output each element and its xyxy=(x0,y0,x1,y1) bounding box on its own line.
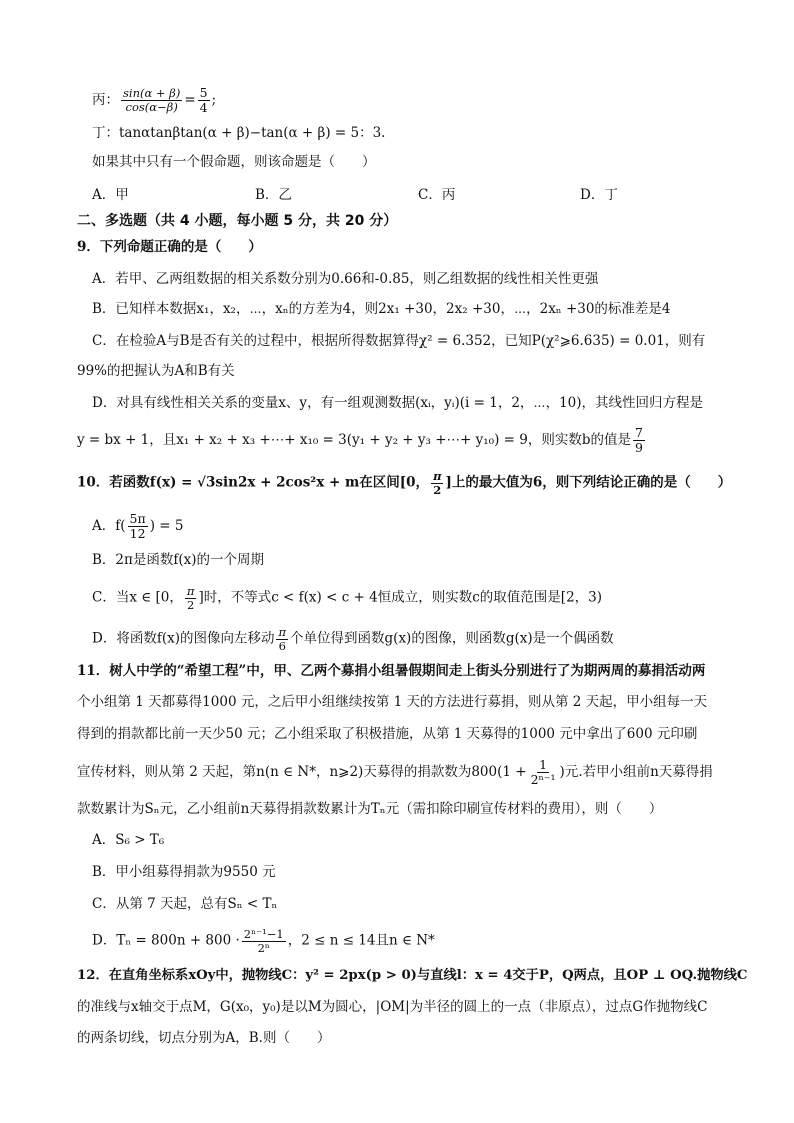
fraction: $\frac{\text{2ⁿ⁻¹−1}}{\text{2ⁿ}}$ xyxy=(243,927,284,955)
fraction: $\frac{1}{\text{2ⁿ⁻¹}}$ xyxy=(530,757,556,787)
q9-option-a[interactable]: A．若甲、乙两组数据的相关系数分别为0.66和-0.85，则乙组数据的线性相关性更强 xyxy=(92,271,599,287)
section-heading: 二、多选题（共 4 小题，每小题 5 分，共 20 分） xyxy=(77,213,398,229)
q9-option-c-cont: 99%的把握认为A和B有关 xyxy=(77,363,235,379)
q11-option-a[interactable]: A．S₆ > T₆ xyxy=(92,832,165,848)
q11-stem-line-5: 款数累计为Sₙ元，乙小组前n天募得捐款数累计为Tₙ元（需扣除印刷宣传材料的费用），则（ ） xyxy=(77,801,663,817)
q9-stem: 9．下列命题正确的是（ ） xyxy=(77,239,262,255)
q12-stem-line-1: 12．在直角坐标系xOy中，抛物线C：y² = 2px(p > 0)与直线l：x = 4交于P，Q两点，且OP ⊥ OQ.抛物线C xyxy=(77,968,748,983)
q11-option-b[interactable]: B．甲小组募得捐款为9550 元 xyxy=(92,864,276,880)
q9-option-d[interactable]: D．对具有线性相关关系的变量x、y，有一组观测数据(xᵢ，yᵢ)(i = 1，2，⋯，10)，其线性回归方程是 xyxy=(92,395,704,411)
fraction: $\frac{\pi}{2}$ xyxy=(433,469,442,497)
q11-stem-line-4: 宣传材料，则从第 2 天起，第n(n ∈ N*，n⩾2)天募得的捐款数为800(1 + $\frac{1}{\text{2ⁿ⁻¹}}$ )元.若甲小组前n天募得捐 xyxy=(77,757,713,787)
q11-stem-line-1: 11．树人中学的“希望工程”中，甲、乙两个募捐小组暑假期间走上街头分别进行了为期两周的募捐活动两 xyxy=(77,663,706,679)
fraction: $\frac{7}{9}$ xyxy=(634,425,643,455)
q8-proposition-ding: 丁：tanαtanβtan(α + β)−tan(α + β) = 5：3. xyxy=(92,125,386,141)
q10-option-b[interactable]: B．2π是函数f(x)的一个周期 xyxy=(92,552,265,568)
q10-option-d[interactable]: D．将函数f(x)的图像向左移动 $\frac{\pi}{6}$ 个单位得到函数g(x)的图像，则函数g(x)是一个偶函数 xyxy=(92,625,614,653)
fraction: $\frac{\pi}{6}$ xyxy=(278,625,287,653)
fraction: $\frac{\sin(\alpha + \beta)}{\cos(\alpha-\beta)}$ xyxy=(123,86,181,114)
q12-stem-line-3: 的两条切线，切点分别为A，B.则（ ） xyxy=(77,1030,331,1046)
q9-option-d-cont: y = bx + 1，且x₁ + x₂ + x₃ +⋯+ x₁₀ = 3(y₁ + y₂ + y₃ +⋯+ y₁₀) = 9，则实数b的值是 $\frac{7}{9}$ xyxy=(77,425,643,455)
q11-option-d[interactable]: D．Tₙ = 800n + 800 · $\frac{\text{2ⁿ⁻¹−1}}{\text{2ⁿ}}$ ，2 ≤ n ≤ 14且n ∈ N* xyxy=(92,927,435,955)
q9-option-c[interactable]: C．在检验A与B是否有关的过程中，根据所得数据算得χ² = 6.352，已知P(χ²⩾6.635) = 0.01，则有 xyxy=(92,333,706,349)
q11-stem-line-2: 个小组第 1 天都募得1000 元，之后甲小组继续按第 1 天的方法进行募捐，则从第 2 天起，甲小组每一天 xyxy=(77,694,708,710)
q12-stem-line-2: 的准线与x轴交于点M，G(x₀，y₀)是以M为圆心，|OM|为半径的圆上的一点（非原点），过点G作抛物线C xyxy=(77,999,708,1015)
fraction: $\frac{\pi}{2}$ xyxy=(186,584,195,612)
fraction: $\frac{5\pi}{12}$ xyxy=(129,511,146,541)
q11-option-c[interactable]: C．从第 7 天起，总有Sₙ < Tₙ xyxy=(92,896,278,912)
q8-option-b[interactable]: B．乙 xyxy=(255,187,292,203)
q10-option-c[interactable]: C．当x ∈ [0， $\frac{\pi}{2}$ ]时，不等式c < f(x) < c + 4恒成立，则实数c的取值范围是[2，3) xyxy=(92,584,603,612)
q9-option-b[interactable]: B．已知样本数据x₁，x₂，⋯，xₙ的方差为4，则2x₁ +30，2x₂ +30，⋯，2xₙ +30的标准差是4 xyxy=(92,301,671,317)
q8-option-c[interactable]: C．丙 xyxy=(418,187,456,203)
q10-option-a[interactable]: A．f( $\frac{5\pi}{12}$ ) = 5 xyxy=(92,511,184,541)
q8-proposition-bing: 丙： $\frac{\sin(\alpha + \beta)}{\cos(\alpha-\beta)}$ = $\frac{5}{4}$ ; xyxy=(92,85,217,115)
q8-option-d[interactable]: D．丁 xyxy=(580,187,618,203)
fraction: $\frac{5}{4}$ xyxy=(199,85,208,115)
q10-stem: 10．若函数f(x) = √3sin2x + 2cos²x + m在区间[0， $\frac{\pi}{2}$ ]上的最大值为6，则下列结论正确的是（ ） xyxy=(77,469,732,497)
q8-option-a[interactable]: A．甲 xyxy=(92,187,129,203)
q11-stem-line-3: 得到的捐款都比前一天少50 元；乙小组采取了积极措施，从第 1 天募得的1000 元中拿出了600 元印刷 xyxy=(77,726,698,742)
q8-stem: 如果其中只有一个假命题，则该命题是（ ） xyxy=(92,154,376,170)
